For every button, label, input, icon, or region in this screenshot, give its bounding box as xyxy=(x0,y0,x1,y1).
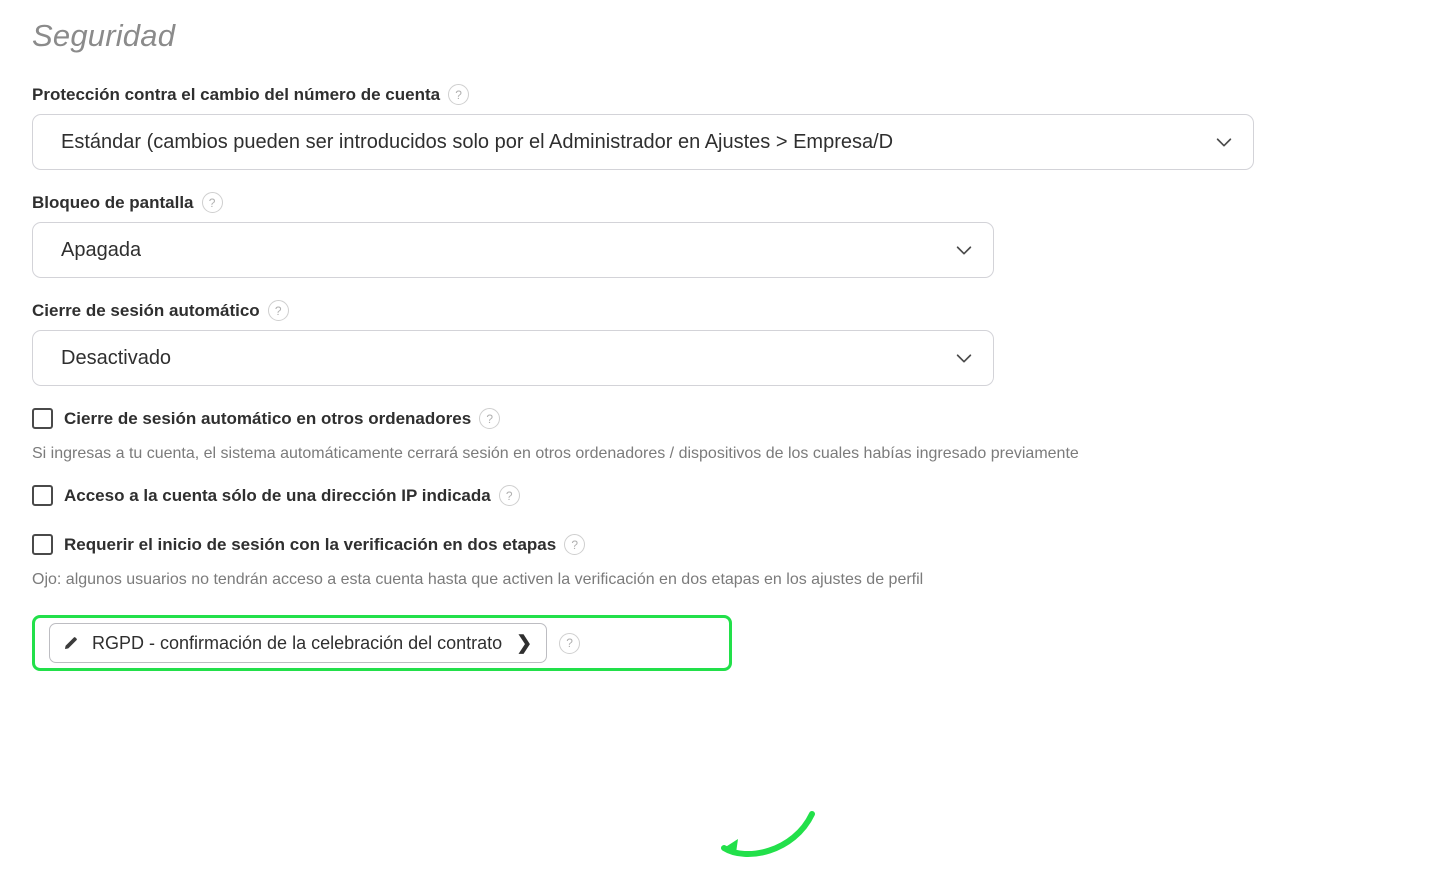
gdpr-contract-confirmation-button[interactable] xyxy=(49,623,547,663)
green-curved-arrow xyxy=(716,790,826,860)
auto-logout-label xyxy=(32,300,1406,321)
auto-logout-label-text: Cierre de sesión automático xyxy=(32,300,260,320)
checkbox-ip-restriction-label xyxy=(64,485,520,506)
account-change-protection-label xyxy=(32,84,1406,105)
checkbox-two-factor-label xyxy=(64,534,585,555)
checkbox-two-factor-label-text: Requerir el inicio de sesión con la verificación en dos etapas xyxy=(64,534,557,554)
chevron-right-icon: ❯ xyxy=(516,632,533,654)
account-change-protection-value: Estándar (cambios pueden ser introducidos solo por el Administrador en Ajustes > Empresa/D xyxy=(61,130,894,153)
checkbox-row-other-computers-logout[interactable] xyxy=(32,408,1406,429)
auto-logout-value: Desactivado xyxy=(61,346,172,369)
chevron-down-icon xyxy=(1213,131,1235,153)
chevron-down-icon xyxy=(953,239,975,261)
pencil-icon xyxy=(62,634,80,652)
checkbox-other-computers-logout-label-text: Cierre de sesión automático en otros ordenadores xyxy=(64,408,472,428)
checkbox-row-two-factor[interactable] xyxy=(32,534,1406,555)
help-icon[interactable]: ? xyxy=(559,633,580,654)
screen-lock-select[interactable] xyxy=(32,222,994,278)
screen-lock-label xyxy=(32,192,1406,213)
checkbox-two-factor[interactable] xyxy=(32,534,53,555)
help-icon[interactable]: ? xyxy=(202,192,223,213)
checkbox-other-computers-logout[interactable] xyxy=(32,408,53,429)
hint-other-computers-logout: Si ingresas a tu cuenta, el sistema automáticamente cerrará sesión en otros ordenadores / dispositivos de los cuales habías ingresado previamente xyxy=(32,445,1079,462)
page-title: Seguridad xyxy=(32,18,176,53)
help-icon[interactable]: ? xyxy=(448,84,469,105)
gdpr-highlight-box xyxy=(32,615,732,671)
screen-lock-value: Apagada xyxy=(61,238,142,261)
help-icon[interactable]: ? xyxy=(268,300,289,321)
help-icon[interactable]: ? xyxy=(564,534,585,555)
chevron-down-icon xyxy=(953,347,975,369)
checkbox-row-ip-restriction[interactable] xyxy=(32,485,1406,506)
help-icon[interactable]: ? xyxy=(479,408,500,429)
checkbox-other-computers-logout-label xyxy=(64,408,500,429)
account-change-protection-select[interactable] xyxy=(32,114,1254,170)
help-icon[interactable]: ? xyxy=(499,485,520,506)
checkbox-ip-restriction-label-text: Acceso a la cuenta sólo de una dirección IP indicada xyxy=(64,485,491,505)
screen-lock-label-text: Bloqueo de pantalla xyxy=(32,192,194,212)
checkbox-ip-restriction[interactable] xyxy=(32,485,53,506)
spacer xyxy=(32,506,1406,524)
hint-two-factor: Ojo: algunos usuarios no tendrán acceso a esta cuenta hasta que activen la verificación en dos etapas en los ajustes de perfil xyxy=(32,571,924,588)
gdpr-button-label: RGPD - confirmación de la celebración del contrato xyxy=(92,632,503,653)
account-change-protection-label-text: Protección contra el cambio del número de cuenta xyxy=(32,84,441,104)
auto-logout-select[interactable] xyxy=(32,330,994,386)
